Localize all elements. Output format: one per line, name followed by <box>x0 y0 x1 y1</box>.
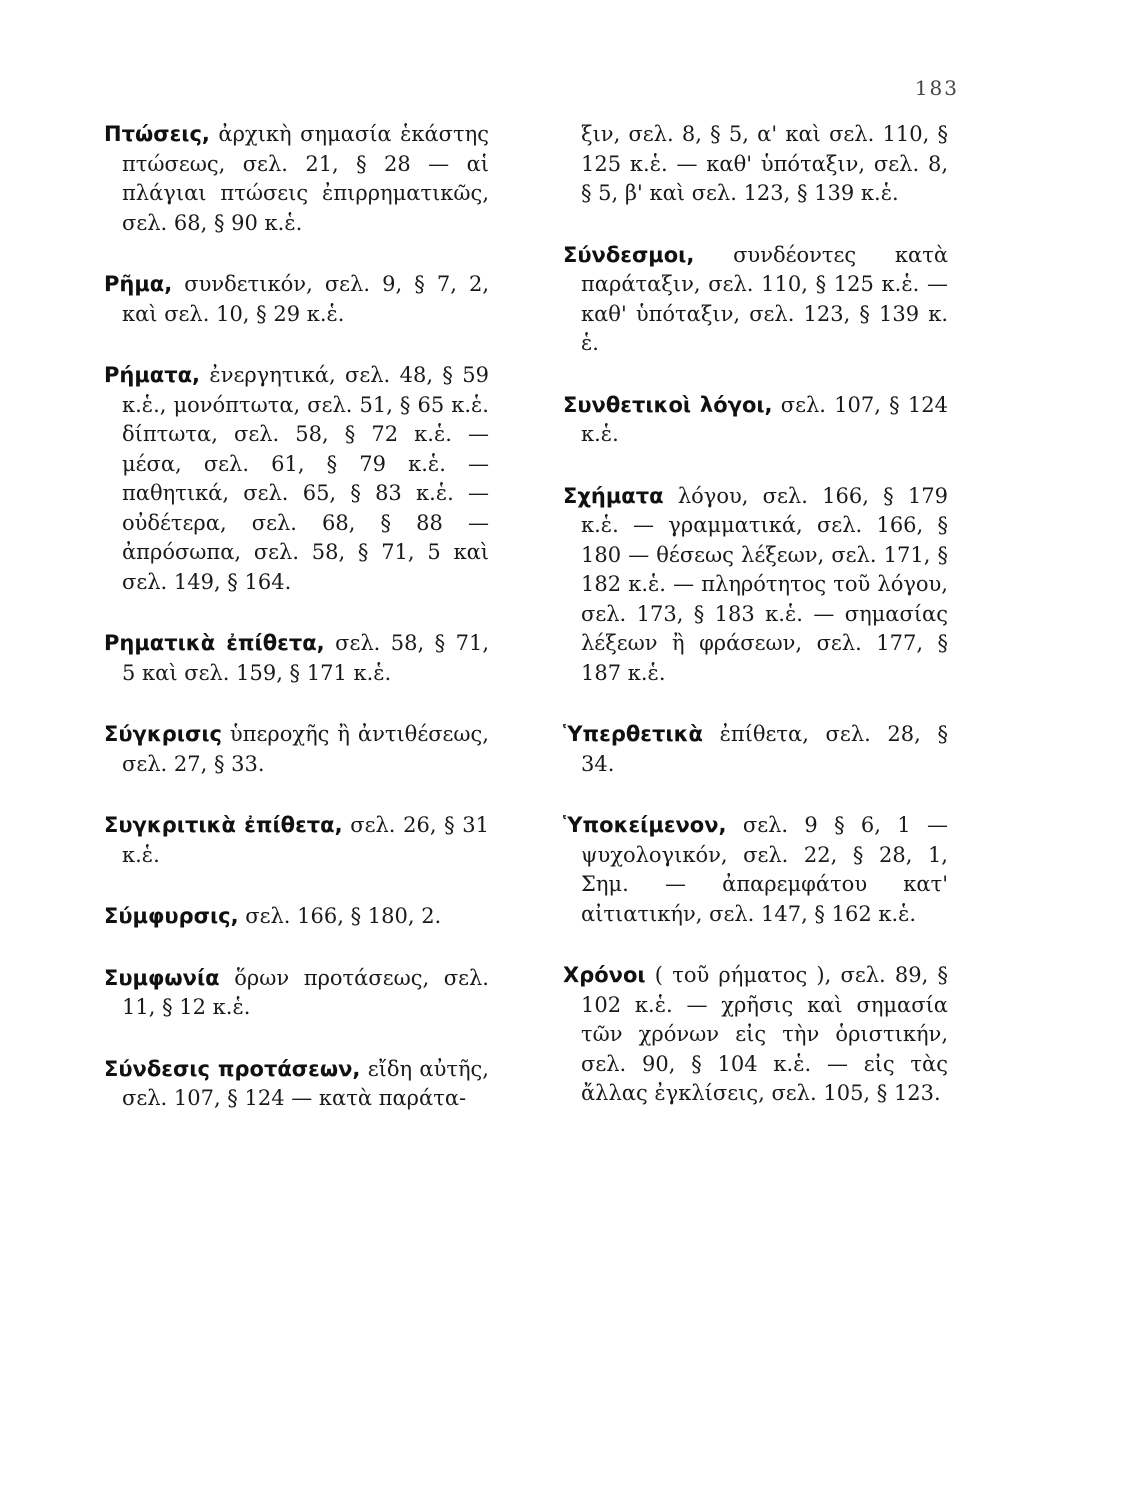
entry-headword: Χρόνοι <box>563 963 646 987</box>
index-entry <box>104 964 489 1023</box>
entry-headword: Ὑπερθετικὰ <box>563 722 703 746</box>
entry-text: ξιν, σελ. 8, § 5, α' καὶ σελ. 110, § 125 κ.ἑ. — καθ' ὑπόταξιν, σελ. 8, § 5, β' καὶ σελ. 123, § 139 κ.ἑ. <box>581 122 948 205</box>
index-entry <box>563 720 948 779</box>
entry-headword: Σύγκρισις <box>104 722 222 746</box>
entry-text: σελ. 166, § 180, 2. <box>245 904 442 928</box>
entry-headword: Ρῆμα, <box>104 272 173 296</box>
entry-headword: Πτώσεις, <box>104 122 210 146</box>
index-entry <box>104 361 489 597</box>
entry-headword: Συμφωνία <box>104 965 220 990</box>
index-entry <box>563 482 948 689</box>
entry-headword: Σύνδεσμοι, <box>563 242 695 267</box>
entry-headword: Σύμφυρσις, <box>104 904 239 928</box>
entry-text: λόγου, σελ. 166, § 179 κ.ἑ. — γραμματικά, σελ. 166, § 180 — θέσεως λέξεων, σελ. 171, § 182 κ.ἑ. — πληρότητος τοῦ λόγου, σελ. 173, § 183 κ.ἑ. — σημασίας λέξεων ἢ φράσεων, σελ. 177, § 187 κ.ἑ. <box>581 483 948 685</box>
entry-text: σελ. 58, § 71, 5 καὶ σελ. 159, § 171 κ.ἑ. <box>122 631 489 685</box>
entry-headword: Ὑποκείμενον, <box>563 813 727 837</box>
entry-text: ὑπεροχῆς ἢ ἀντιθέσεως, σελ. 27, § 33. <box>122 722 489 776</box>
entry-text: ἀρχικὴ σημασία ἑκάστης πτώσεως, σελ. 21, § 28 — αἱ πλάγιαι πτώσεις ἐπιρρηματικῶς, σελ. 68, § 90 κ.ἑ. <box>122 122 489 235</box>
entry-text: συνδετικόν, σελ. 9, § 7, 2, καὶ σελ. 10, § 29 κ.ἑ. <box>122 272 489 326</box>
index-entry <box>563 961 948 1109</box>
entry-headword: Σχήματα <box>563 483 664 508</box>
entry-headword: Ρηματικὰ ἐπίθετα, <box>104 631 325 655</box>
index-column-right <box>563 120 948 1141</box>
entry-text: συνδέοντες κατὰ παράταξιν, σελ. 110, § 125 κ.ἑ. — καθ' ὑπόταξιν, σελ. 123, § 139 κ. ἑ. <box>581 242 948 355</box>
entry-text: ἐπίθετα, σελ. 28, § 34. <box>581 722 948 776</box>
index-entry <box>563 391 948 450</box>
index-entry <box>104 902 489 932</box>
entry-text: εἴδη αὐτῆς, σελ. 107, § 124 — κατὰ παράτα- <box>122 1056 489 1110</box>
index-entry <box>104 629 489 688</box>
entry-text: ( τοῦ ρήματος ), σελ. 89, § 102 κ.ἑ. — χρῆσις καὶ σημασία τῶν χρόνων εἰς τὴν ὁριστικήν, σελ. 90, § 104 κ.ἑ. — εἰς τὰς ἄλλας ἐγκλίσεις, σελ. 105, § 123. <box>581 963 948 1105</box>
index-column-left <box>104 120 489 1146</box>
entry-text: σελ. 9 § 6, 1 — ψυχολογικόν, σελ. 22, § 28, 1, Σημ. — ἀπαρεμφάτου κατ' αἰτιατικήν, σελ. 147, § 162 κ.ἑ. <box>581 813 948 926</box>
index-entry <box>104 720 489 779</box>
index-entry <box>104 811 489 870</box>
entry-headword: Σύνδεσις προτάσεων, <box>104 1056 361 1081</box>
index-entry-continuation <box>563 120 948 209</box>
entry-headword: Συνθετικοὶ λόγοι, <box>563 392 773 417</box>
entry-headword: Ρήματα, <box>104 363 201 387</box>
entry-text: σελ. 26, § 31 κ.ἑ. <box>122 813 489 867</box>
index-entry <box>104 1055 489 1114</box>
index-entry <box>104 120 489 238</box>
index-entry <box>104 270 489 329</box>
entry-text: σελ. 107, § 124 κ.ἑ. <box>581 392 948 446</box>
entry-text: ἐνεργητικά, σελ. 48, § 59 κ.ἑ., μονόπτωτα, σελ. 51, § 65 κ.ἑ. δίπτωτα, σελ. 58, § 72 κ.ἑ. — μέσα, σελ. 61, § 79 κ.ἑ. — παθητικά, σελ. 65, § 83 κ.ἑ. — οὐδέτερα, σελ. 68, § 88 — ἀπρόσωπα, σελ. 58, § 71, 5 καὶ σελ. 149, § 164. <box>122 363 489 594</box>
index-entry <box>563 811 948 929</box>
entry-text: ὅρων προτάσεως, σελ. 11, § 12 κ.ἑ. <box>122 965 489 1019</box>
entry-headword: Συγκριτικὰ ἐπίθετα, <box>104 813 343 837</box>
index-entry <box>563 241 948 359</box>
page-number: 183 <box>914 76 959 100</box>
